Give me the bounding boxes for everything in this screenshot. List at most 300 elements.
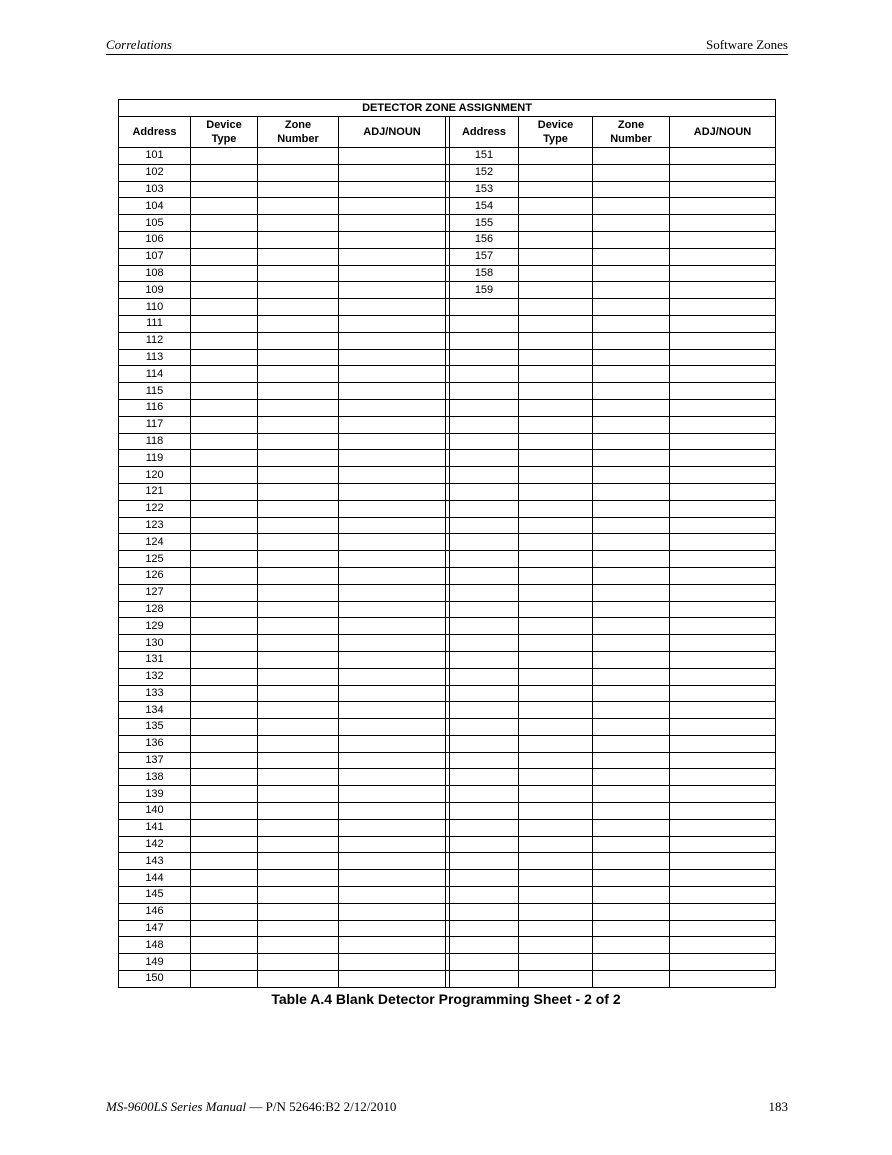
table-row — [119, 450, 776, 467]
table-row — [119, 181, 776, 198]
adj-noun-cell — [339, 483, 446, 500]
device-type-cell — [191, 231, 258, 248]
zone-number-cell — [593, 803, 670, 820]
adj-noun-cell — [339, 164, 446, 181]
device-type-cell — [519, 433, 593, 450]
zone-number-cell — [258, 282, 339, 299]
address-cell: 159 — [450, 282, 519, 299]
zone-number-cell — [258, 601, 339, 618]
zone-number-cell — [258, 651, 339, 668]
address-cell: 125 — [119, 551, 191, 568]
device-type-cell — [191, 685, 258, 702]
address-cell — [450, 349, 519, 366]
zone-number-cell — [593, 299, 670, 316]
zone-number-cell — [258, 819, 339, 836]
device-type-cell — [191, 601, 258, 618]
zone-number-cell — [258, 215, 339, 232]
adj-noun-cell — [670, 299, 776, 316]
device-type-cell — [191, 635, 258, 652]
zone-number-cell — [593, 870, 670, 887]
zone-number-cell — [258, 483, 339, 500]
address-cell — [450, 635, 519, 652]
address-cell — [450, 399, 519, 416]
table-row — [119, 399, 776, 416]
zone-number-cell — [258, 198, 339, 215]
adj-noun-cell — [670, 450, 776, 467]
address-cell: 118 — [119, 433, 191, 450]
table-row — [119, 467, 776, 484]
device-type-cell — [519, 366, 593, 383]
zone-number-cell — [258, 567, 339, 584]
address-cell — [450, 584, 519, 601]
device-type-cell — [519, 786, 593, 803]
address-cell: 151 — [450, 148, 519, 165]
table-row — [119, 416, 776, 433]
zone-number-cell — [593, 366, 670, 383]
device-type-cell — [519, 819, 593, 836]
device-type-cell — [519, 803, 593, 820]
table-row — [119, 517, 776, 534]
address-cell — [450, 819, 519, 836]
adj-noun-cell — [670, 853, 776, 870]
zone-number-cell — [258, 349, 339, 366]
address-cell: 147 — [119, 920, 191, 937]
address-cell — [450, 853, 519, 870]
zone-number-cell — [593, 467, 670, 484]
device-type-cell — [191, 164, 258, 181]
column-header-adj-noun: ADJ/NOUN — [339, 117, 446, 148]
device-type-cell — [519, 618, 593, 635]
adj-noun-cell — [339, 282, 446, 299]
adj-noun-cell — [339, 819, 446, 836]
table-row — [119, 971, 776, 988]
table-row — [119, 433, 776, 450]
adj-noun-cell — [670, 702, 776, 719]
device-type-cell — [519, 635, 593, 652]
address-cell: 145 — [119, 887, 191, 904]
zone-number-cell — [258, 752, 339, 769]
adj-noun-cell — [339, 937, 446, 954]
table-row — [119, 836, 776, 853]
table-row — [119, 231, 776, 248]
device-type-cell — [191, 534, 258, 551]
adj-noun-cell — [670, 366, 776, 383]
device-type-cell — [191, 887, 258, 904]
address-cell: 136 — [119, 735, 191, 752]
zone-number-cell — [258, 551, 339, 568]
address-cell: 116 — [119, 399, 191, 416]
zone-number-cell — [258, 786, 339, 803]
adj-noun-cell — [339, 248, 446, 265]
adj-noun-cell — [339, 786, 446, 803]
address-cell: 122 — [119, 500, 191, 517]
table-row — [119, 148, 776, 165]
address-cell: 108 — [119, 265, 191, 282]
device-type-cell — [191, 517, 258, 534]
address-cell — [450, 735, 519, 752]
address-cell — [450, 651, 519, 668]
adj-noun-cell — [339, 752, 446, 769]
table-row — [119, 668, 776, 685]
adj-noun-cell — [670, 215, 776, 232]
zone-number-cell — [593, 937, 670, 954]
address-cell: 121 — [119, 483, 191, 500]
zone-number-cell — [258, 517, 339, 534]
table-row — [119, 282, 776, 299]
address-cell — [450, 836, 519, 853]
zone-number-cell — [593, 752, 670, 769]
adj-noun-cell — [339, 735, 446, 752]
adj-noun-cell — [670, 164, 776, 181]
adj-noun-cell — [339, 467, 446, 484]
adj-noun-cell — [339, 399, 446, 416]
adj-noun-cell — [670, 416, 776, 433]
address-cell: 123 — [119, 517, 191, 534]
device-type-cell — [191, 500, 258, 517]
device-type-cell — [191, 769, 258, 786]
zone-number-cell — [258, 920, 339, 937]
table-row — [119, 601, 776, 618]
adj-noun-cell — [670, 198, 776, 215]
adj-noun-cell — [339, 181, 446, 198]
device-type-cell — [191, 836, 258, 853]
adj-noun-cell — [670, 887, 776, 904]
zone-number-cell — [593, 383, 670, 400]
address-cell — [450, 467, 519, 484]
adj-noun-cell — [670, 282, 776, 299]
address-cell — [450, 786, 519, 803]
address-cell — [450, 567, 519, 584]
adj-noun-cell — [670, 551, 776, 568]
device-type-cell — [519, 248, 593, 265]
table-row — [119, 164, 776, 181]
column-header-address: Address — [450, 117, 519, 148]
address-cell: 126 — [119, 567, 191, 584]
zone-number-cell — [593, 416, 670, 433]
zone-number-cell — [258, 534, 339, 551]
zone-number-cell — [593, 399, 670, 416]
address-cell — [450, 702, 519, 719]
zone-number-cell — [593, 450, 670, 467]
adj-noun-cell — [339, 383, 446, 400]
adj-noun-cell — [670, 181, 776, 198]
device-type-cell — [191, 971, 258, 988]
device-type-cell — [519, 383, 593, 400]
table-row — [119, 903, 776, 920]
device-type-cell — [519, 198, 593, 215]
zone-number-cell — [593, 887, 670, 904]
device-type-cell — [519, 668, 593, 685]
adj-noun-cell — [670, 231, 776, 248]
footer-manual-title: MS-9600LS Series Manual — [106, 1099, 247, 1114]
address-cell — [450, 299, 519, 316]
address-cell: 153 — [450, 181, 519, 198]
device-type-cell — [191, 551, 258, 568]
device-type-cell — [191, 752, 258, 769]
address-cell — [450, 517, 519, 534]
table-row — [119, 719, 776, 736]
header-chapter-title: Software Zones — [706, 37, 788, 52]
address-cell: 128 — [119, 601, 191, 618]
adj-noun-cell — [670, 870, 776, 887]
address-cell: 154 — [450, 198, 519, 215]
column-header-device-type: Device Type — [519, 117, 593, 148]
device-type-cell — [519, 349, 593, 366]
device-type-cell — [519, 719, 593, 736]
table-row — [119, 920, 776, 937]
zone-number-cell — [258, 467, 339, 484]
device-type-cell — [519, 836, 593, 853]
address-cell — [450, 601, 519, 618]
address-cell — [450, 483, 519, 500]
address-cell: 137 — [119, 752, 191, 769]
table-row — [119, 752, 776, 769]
adj-noun-cell — [339, 769, 446, 786]
address-cell: 135 — [119, 719, 191, 736]
page-number: 183 — [768, 1099, 788, 1114]
device-type-cell — [191, 920, 258, 937]
zone-number-cell — [258, 231, 339, 248]
adj-noun-cell — [339, 702, 446, 719]
device-type-cell — [191, 467, 258, 484]
zone-number-cell — [258, 164, 339, 181]
device-type-cell — [191, 853, 258, 870]
table-row — [119, 383, 776, 400]
address-cell — [450, 920, 519, 937]
address-cell — [450, 551, 519, 568]
address-cell — [450, 383, 519, 400]
adj-noun-cell — [339, 450, 446, 467]
zone-number-cell — [258, 903, 339, 920]
device-type-cell — [191, 450, 258, 467]
adj-noun-cell — [339, 887, 446, 904]
adj-noun-cell — [670, 954, 776, 971]
footer-part-number: P/N 52646:B2 2/12/2010 — [265, 1099, 397, 1114]
adj-noun-cell — [670, 500, 776, 517]
zone-number-cell — [593, 215, 670, 232]
table-row — [119, 618, 776, 635]
zone-number-cell — [593, 248, 670, 265]
zone-number-cell — [593, 954, 670, 971]
zone-number-cell — [258, 769, 339, 786]
device-type-cell — [519, 551, 593, 568]
address-cell: 111 — [119, 315, 191, 332]
table-caption: Table A.4 Blank Detector Programming Sheet - 2 of 2 — [271, 991, 621, 1007]
address-cell: 133 — [119, 685, 191, 702]
adj-noun-cell — [339, 148, 446, 165]
adj-noun-cell — [670, 786, 776, 803]
address-cell: 157 — [450, 248, 519, 265]
address-cell: 155 — [450, 215, 519, 232]
table-row — [119, 215, 776, 232]
device-type-cell — [519, 467, 593, 484]
device-type-cell — [519, 735, 593, 752]
address-cell — [450, 887, 519, 904]
adj-noun-cell — [670, 349, 776, 366]
adj-noun-cell — [339, 836, 446, 853]
adj-noun-cell — [339, 567, 446, 584]
adj-noun-cell — [670, 971, 776, 988]
table-row — [119, 735, 776, 752]
address-cell — [450, 937, 519, 954]
device-type-cell — [191, 618, 258, 635]
address-cell: 105 — [119, 215, 191, 232]
zone-number-cell — [593, 315, 670, 332]
device-type-cell — [191, 719, 258, 736]
device-type-cell — [519, 702, 593, 719]
adj-noun-cell — [339, 416, 446, 433]
device-type-cell — [519, 483, 593, 500]
device-type-cell — [191, 651, 258, 668]
device-type-cell — [519, 181, 593, 198]
adj-noun-cell — [670, 719, 776, 736]
device-type-cell — [191, 903, 258, 920]
zone-number-cell — [258, 450, 339, 467]
table-row — [119, 937, 776, 954]
adj-noun-cell — [339, 668, 446, 685]
adj-noun-cell — [670, 148, 776, 165]
address-cell — [450, 903, 519, 920]
zone-number-cell — [593, 164, 670, 181]
zone-number-cell — [593, 148, 670, 165]
adj-noun-cell — [670, 803, 776, 820]
adj-noun-cell — [670, 819, 776, 836]
adj-noun-cell — [339, 315, 446, 332]
device-type-cell — [519, 416, 593, 433]
address-cell: 150 — [119, 971, 191, 988]
zone-number-cell — [593, 517, 670, 534]
zone-number-cell — [593, 635, 670, 652]
zone-number-cell — [258, 248, 339, 265]
zone-number-cell — [258, 685, 339, 702]
zone-number-cell — [593, 198, 670, 215]
adj-noun-cell — [339, 853, 446, 870]
table-row — [119, 803, 776, 820]
device-type-cell — [191, 315, 258, 332]
address-cell: 112 — [119, 332, 191, 349]
device-type-cell — [191, 483, 258, 500]
device-type-cell — [191, 803, 258, 820]
table-row — [119, 534, 776, 551]
device-type-cell — [519, 584, 593, 601]
address-cell: 139 — [119, 786, 191, 803]
adj-noun-cell — [339, 265, 446, 282]
device-type-cell — [519, 769, 593, 786]
zone-number-cell — [593, 853, 670, 870]
adj-noun-cell — [670, 668, 776, 685]
address-cell: 110 — [119, 299, 191, 316]
device-type-cell — [191, 668, 258, 685]
device-type-cell — [191, 383, 258, 400]
zone-number-cell — [258, 299, 339, 316]
zone-number-cell — [258, 887, 339, 904]
address-cell: 143 — [119, 853, 191, 870]
adj-noun-cell — [670, 903, 776, 920]
adj-noun-cell — [339, 920, 446, 937]
adj-noun-cell — [339, 500, 446, 517]
column-header-address: Address — [119, 117, 191, 148]
table-row — [119, 769, 776, 786]
table-row — [119, 315, 776, 332]
adj-noun-cell — [670, 618, 776, 635]
zone-number-cell — [593, 534, 670, 551]
adj-noun-cell — [339, 366, 446, 383]
detector-zone-assignment-table — [118, 99, 776, 988]
device-type-cell — [519, 920, 593, 937]
table-row — [119, 819, 776, 836]
address-cell: 141 — [119, 819, 191, 836]
zone-number-cell — [258, 148, 339, 165]
table-row — [119, 685, 776, 702]
device-type-cell — [519, 215, 593, 232]
zone-number-cell — [258, 803, 339, 820]
adj-noun-cell — [339, 517, 446, 534]
adj-noun-cell — [670, 836, 776, 853]
device-type-cell — [519, 651, 593, 668]
device-type-cell — [519, 870, 593, 887]
address-cell: 140 — [119, 803, 191, 820]
zone-number-cell — [593, 332, 670, 349]
device-type-cell — [191, 215, 258, 232]
zone-number-cell — [593, 265, 670, 282]
zone-number-cell — [258, 971, 339, 988]
zone-number-cell — [258, 366, 339, 383]
adj-noun-cell — [670, 399, 776, 416]
adj-noun-cell — [339, 231, 446, 248]
device-type-cell — [191, 870, 258, 887]
adj-noun-cell — [339, 299, 446, 316]
device-type-cell — [519, 164, 593, 181]
table-row — [119, 853, 776, 870]
table-row — [119, 651, 776, 668]
device-type-cell — [519, 752, 593, 769]
address-cell: 103 — [119, 181, 191, 198]
address-cell: 158 — [450, 265, 519, 282]
table-row — [119, 954, 776, 971]
column-header-zone-number: Zone Number — [593, 117, 670, 148]
adj-noun-cell — [670, 433, 776, 450]
address-cell — [450, 971, 519, 988]
table-row — [119, 332, 776, 349]
address-cell — [450, 870, 519, 887]
address-cell — [450, 752, 519, 769]
address-cell — [450, 450, 519, 467]
adj-noun-cell — [339, 349, 446, 366]
device-type-cell — [191, 567, 258, 584]
adj-noun-cell — [339, 803, 446, 820]
column-header-adj-noun: ADJ/NOUN — [670, 117, 776, 148]
header-section-title: Correlations — [106, 37, 172, 52]
address-cell: 132 — [119, 668, 191, 685]
zone-number-cell — [258, 836, 339, 853]
zone-number-cell — [258, 315, 339, 332]
adj-noun-cell — [339, 971, 446, 988]
address-cell: 146 — [119, 903, 191, 920]
adj-noun-cell — [339, 685, 446, 702]
zone-number-cell — [593, 685, 670, 702]
zone-number-cell — [593, 819, 670, 836]
device-type-cell — [191, 786, 258, 803]
device-type-cell — [519, 399, 593, 416]
device-type-cell — [191, 282, 258, 299]
device-type-cell — [191, 702, 258, 719]
zone-number-cell — [258, 265, 339, 282]
table-row — [119, 870, 776, 887]
table-row — [119, 299, 776, 316]
adj-noun-cell — [670, 601, 776, 618]
zone-number-cell — [258, 853, 339, 870]
device-type-cell — [519, 265, 593, 282]
